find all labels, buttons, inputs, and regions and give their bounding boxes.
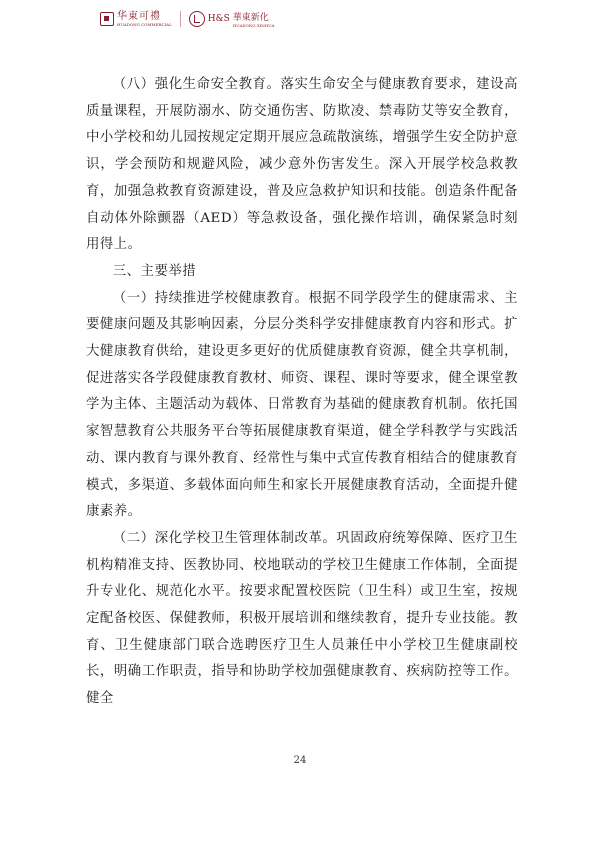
page-header xyxy=(100,8,274,30)
huadong-logo-text: 华東可禮 xyxy=(117,10,161,22)
hs-logo-cn: 華東新化 xyxy=(232,13,269,23)
paragraph-safety-education: （八）强化生命安全教育。落实生命安全与健康教育要求，建设高质量课程，开展防溺水、防交通伤害、防欺凌、禁毒防艾等安全教育，中小学校和幼儿园按规定定期开展应急疏散演练，增强学生安全防护意识，学会预防和规避风险，减少意外伤害发生。深入开展学校急救教育，加强急救教育资源建设，普及应急救护知识和技能。创造条件配备自动体外除颤器（AED）等急救设备，强化操作培训，确保紧急时刻用得上。 xyxy=(86,77,518,253)
paragraph-hygiene-management: （二）深化学校卫生管理体制改革。巩固政府统筹保障、医疗卫生机构精准支持、医教协同、校地联动的学校卫生健康工作体制，全面提升专业化、规范化水平。按要求配置校医院（卫生科）或卫生室，按规定配备校医、保健教师，积极开展培训和继续教育，提升专业技能。教育、卫生健康部门联合选聘医疗卫生人员兼任中小学校卫生健康副校长，明确工作职责，指导和协助学校加强健康教育、疾病防控等工作。健全 xyxy=(86,530,518,707)
huadong-logo-subtext: HUADONG COMMERCIAL xyxy=(117,21,172,27)
hs-logo-icon xyxy=(189,11,205,27)
huadong-logo xyxy=(100,12,172,27)
logo-divider xyxy=(180,11,181,27)
hs-logo-text: H&S xyxy=(207,14,230,24)
section-heading-main-measures: 三、主要举措 xyxy=(112,263,197,279)
document-body xyxy=(86,72,518,713)
huadong-logo-icon xyxy=(100,12,114,26)
hs-logo-subtext: HUADONG XINHUA xyxy=(232,23,275,28)
paragraph-health-education: （一）持续推进学校健康教育。根据不同学段学生的健康需求、主要健康问题及其影响因素，分层分类科学安排健康教育内容和形式。扩大健康教育供给，建设更多更好的优质健康教育资源，健全共享机制，促进落实各学段健康教育教材、师资、课程、课时等要求，健全课堂教学为主体、主题活动为载体、日常教育为基础的健康教育机制。依托国家智慧教育公共服务平台等拓展健康教育渠道，健全学科教学与实践活动、课内教育与课外教育、经常性与集中式宣传教育相结合的健康教育模式，多渠道、多载体面向师生和家长开展健康教育活动，全面提升健康素养。 xyxy=(86,290,518,520)
hs-logo xyxy=(189,10,275,28)
page-number: 24 xyxy=(293,755,307,766)
